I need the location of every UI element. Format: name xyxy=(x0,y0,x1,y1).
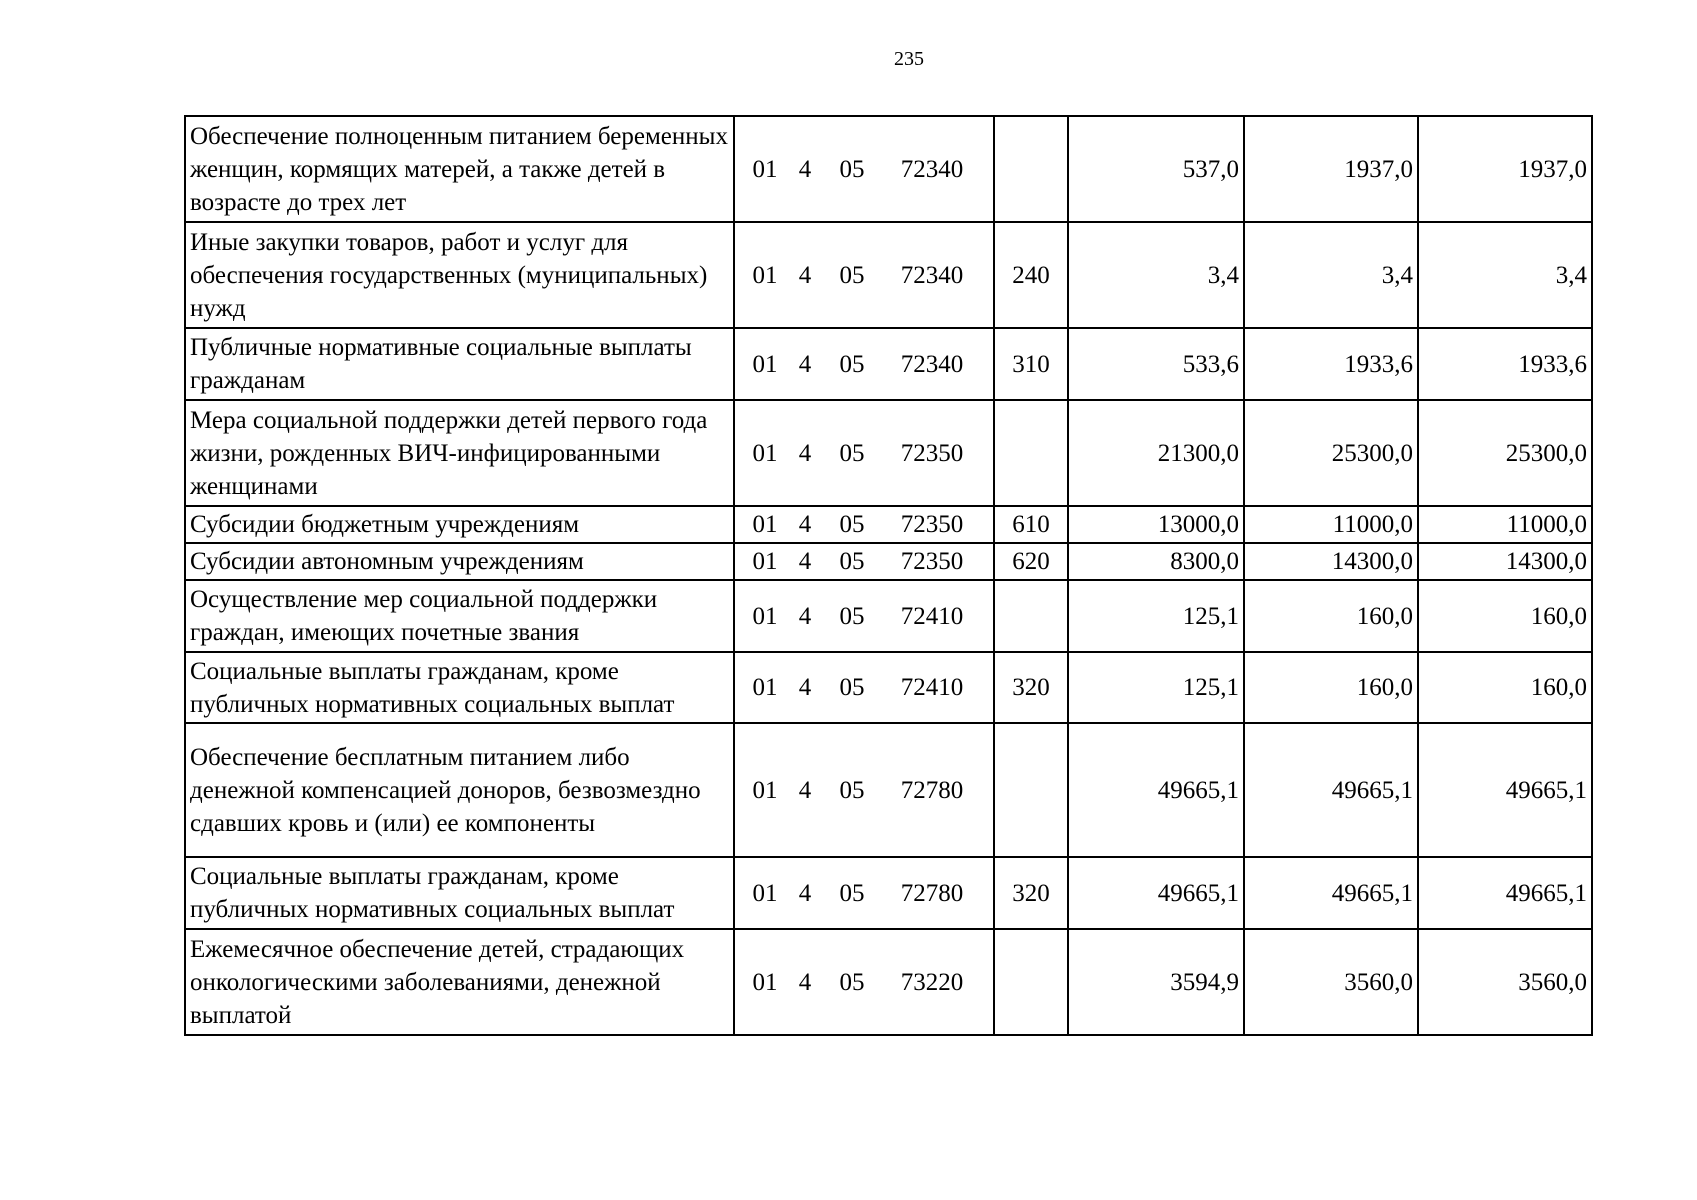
measure-code: 05 xyxy=(839,261,865,289)
amount-year-2: 25300,0 xyxy=(1244,400,1418,506)
row-name: Обеспечение полноценным питанием беременных женщин, кормящих матерей, а также детей в возрасте до трех лет xyxy=(185,116,734,222)
measure-code: 05 xyxy=(839,548,865,575)
subprogram-code: 4 xyxy=(798,350,812,378)
target-article-code xyxy=(734,652,994,723)
target-article-code xyxy=(734,929,994,1035)
amount-year-3: 14300,0 xyxy=(1418,543,1592,580)
amount-year-1: 13000,0 xyxy=(1068,506,1244,543)
row-name: Ежемесячное обеспечение детей, страдающих онкологическими заболеваниями, денежной выплатой xyxy=(185,929,734,1035)
amount-year-1: 3,4 xyxy=(1068,222,1244,328)
subprogram-code: 4 xyxy=(798,776,812,804)
program-code: 01 xyxy=(752,968,778,996)
amount-year-1: 21300,0 xyxy=(1068,400,1244,506)
subprogram-code: 4 xyxy=(798,602,812,630)
amount-year-1: 49665,1 xyxy=(1068,723,1244,857)
expense-type-code: 320 xyxy=(994,652,1068,723)
expense-type-code: 610 xyxy=(994,506,1068,543)
amount-year-2: 49665,1 xyxy=(1244,723,1418,857)
subprogram-code: 4 xyxy=(798,439,812,467)
table-row xyxy=(185,222,1592,328)
program-code: 01 xyxy=(752,776,778,804)
target-article-code xyxy=(734,400,994,506)
amount-year-2: 1933,6 xyxy=(1244,328,1418,400)
program-code: 01 xyxy=(752,511,778,538)
row-name: Публичные нормативные социальные выплаты гражданам xyxy=(185,328,734,400)
amount-year-3: 3560,0 xyxy=(1418,929,1592,1035)
measure-code: 05 xyxy=(839,511,865,538)
table-row xyxy=(185,723,1592,857)
measure-code: 05 xyxy=(839,155,865,183)
measure-code: 05 xyxy=(839,439,865,467)
expense-type-code: 620 xyxy=(994,543,1068,580)
target-article-code xyxy=(734,116,994,222)
amount-year-2: 14300,0 xyxy=(1244,543,1418,580)
expense-type-code: 310 xyxy=(994,328,1068,400)
target-article-code xyxy=(734,857,994,929)
program-code: 01 xyxy=(752,548,778,575)
measure-code: 05 xyxy=(839,879,865,907)
amount-year-1: 3594,9 xyxy=(1068,929,1244,1035)
direction-code: 72350 xyxy=(900,439,964,467)
subprogram-code: 4 xyxy=(798,155,812,183)
target-article-code xyxy=(734,543,994,580)
expense-type-code xyxy=(994,580,1068,652)
row-name: Обеспечение бесплатным питанием либо денежной компенсацией доноров, безвозмездно сдавших кровь и (или) ее компоненты xyxy=(185,723,734,857)
row-name: Социальные выплаты гражданам, кроме публичных нормативных социальных выплат xyxy=(185,652,734,723)
target-article-code xyxy=(734,222,994,328)
amount-year-3: 3,4 xyxy=(1418,222,1592,328)
program-code: 01 xyxy=(752,350,778,378)
direction-code: 72350 xyxy=(900,511,964,538)
measure-code: 05 xyxy=(839,968,865,996)
amount-year-3: 1937,0 xyxy=(1418,116,1592,222)
target-article-code xyxy=(734,580,994,652)
amount-year-2: 160,0 xyxy=(1244,652,1418,723)
expense-type-code xyxy=(994,116,1068,222)
amount-year-1: 537,0 xyxy=(1068,116,1244,222)
amount-year-3: 160,0 xyxy=(1418,580,1592,652)
row-name: Осуществление мер социальной поддержки граждан, имеющих почетные звания xyxy=(185,580,734,652)
direction-code: 72780 xyxy=(900,879,964,907)
expense-type-code xyxy=(994,929,1068,1035)
table-row xyxy=(185,929,1592,1035)
row-name: Субсидии бюджетным учреждениям xyxy=(185,506,734,543)
measure-code: 05 xyxy=(839,350,865,378)
amount-year-3: 11000,0 xyxy=(1418,506,1592,543)
direction-code: 72410 xyxy=(900,602,964,630)
target-article-code xyxy=(734,506,994,543)
row-name: Субсидии автономным учреждениям xyxy=(185,543,734,580)
direction-code: 72780 xyxy=(900,776,964,804)
expense-type-code xyxy=(994,400,1068,506)
amount-year-1: 8300,0 xyxy=(1068,543,1244,580)
measure-code: 05 xyxy=(839,602,865,630)
amount-year-2: 3560,0 xyxy=(1244,929,1418,1035)
target-article-code xyxy=(734,328,994,400)
subprogram-code: 4 xyxy=(798,968,812,996)
measure-code: 05 xyxy=(839,674,865,701)
table-row xyxy=(185,857,1592,929)
program-code: 01 xyxy=(752,879,778,907)
table-row xyxy=(185,116,1592,222)
amount-year-3: 160,0 xyxy=(1418,652,1592,723)
program-code: 01 xyxy=(752,674,778,701)
direction-code: 72340 xyxy=(900,261,964,289)
direction-code: 72350 xyxy=(900,548,964,575)
table-row xyxy=(185,543,1592,580)
table-row xyxy=(185,652,1592,723)
subprogram-code: 4 xyxy=(798,674,812,701)
program-code: 01 xyxy=(752,261,778,289)
direction-code: 72340 xyxy=(900,155,964,183)
table-row xyxy=(185,400,1592,506)
subprogram-code: 4 xyxy=(798,548,812,575)
program-code: 01 xyxy=(752,439,778,467)
direction-code: 73220 xyxy=(900,968,964,996)
amount-year-2: 11000,0 xyxy=(1244,506,1418,543)
amount-year-3: 49665,1 xyxy=(1418,723,1592,857)
amount-year-3: 1933,6 xyxy=(1418,328,1592,400)
direction-code: 72340 xyxy=(900,350,964,378)
subprogram-code: 4 xyxy=(798,879,812,907)
budget-table xyxy=(184,115,1593,1036)
expense-type-code: 240 xyxy=(994,222,1068,328)
target-article-code xyxy=(734,723,994,857)
subprogram-code: 4 xyxy=(798,261,812,289)
subprogram-code: 4 xyxy=(798,511,812,538)
expense-type-code xyxy=(994,723,1068,857)
amount-year-2: 160,0 xyxy=(1244,580,1418,652)
program-code: 01 xyxy=(752,602,778,630)
row-name: Мера социальной поддержки детей первого года жизни, рожденных ВИЧ-инфицированными женщинами xyxy=(185,400,734,506)
amount-year-2: 49665,1 xyxy=(1244,857,1418,929)
row-name: Социальные выплаты гражданам, кроме публичных нормативных социальных выплат xyxy=(185,857,734,929)
amount-year-2: 3,4 xyxy=(1244,222,1418,328)
amount-year-1: 533,6 xyxy=(1068,328,1244,400)
amount-year-3: 25300,0 xyxy=(1418,400,1592,506)
row-name: Иные закупки товаров, работ и услуг для обеспечения государственных (муниципальных) нужд xyxy=(185,222,734,328)
amount-year-1: 125,1 xyxy=(1068,652,1244,723)
amount-year-1: 49665,1 xyxy=(1068,857,1244,929)
program-code: 01 xyxy=(752,155,778,183)
table-row xyxy=(185,328,1592,400)
table-row xyxy=(185,580,1592,652)
measure-code: 05 xyxy=(839,776,865,804)
expense-type-code: 320 xyxy=(994,857,1068,929)
page-number: 235 xyxy=(894,48,924,70)
amount-year-3: 49665,1 xyxy=(1418,857,1592,929)
table-row xyxy=(185,506,1592,543)
direction-code: 72410 xyxy=(900,674,964,701)
amount-year-1: 125,1 xyxy=(1068,580,1244,652)
amount-year-2: 1937,0 xyxy=(1244,116,1418,222)
